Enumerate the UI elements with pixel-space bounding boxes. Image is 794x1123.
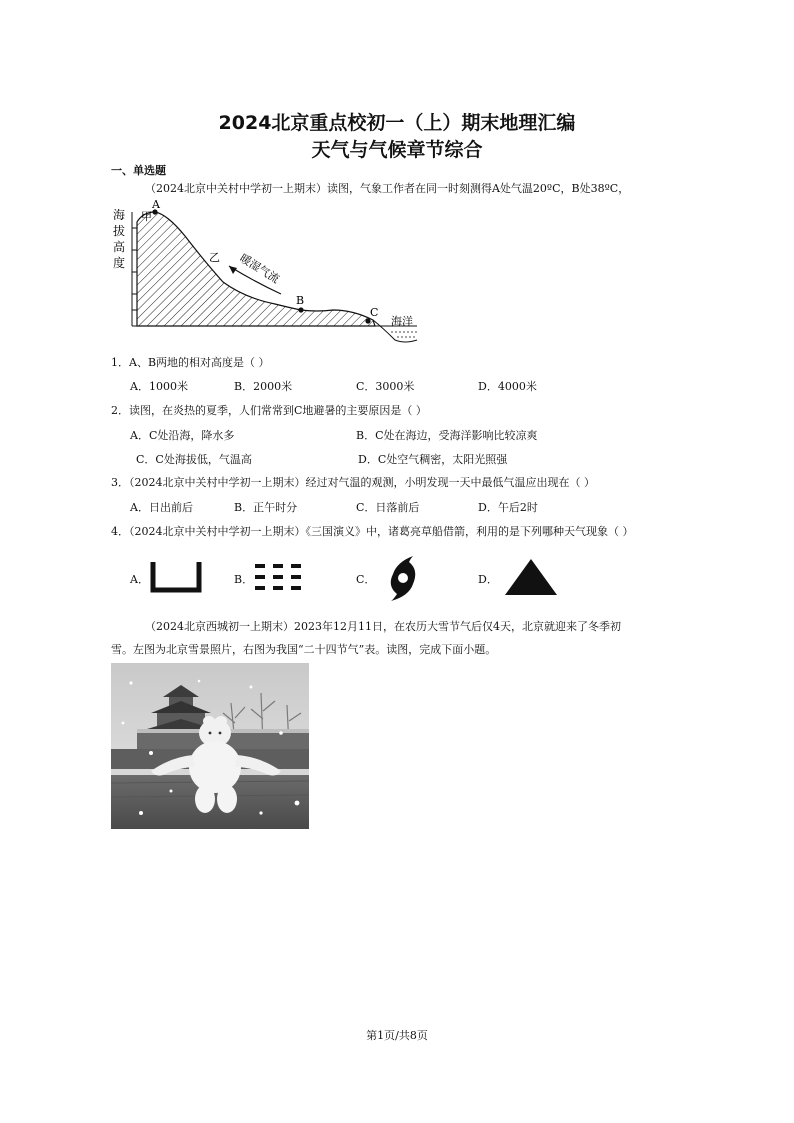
page-subtitle: 天气与气候章节综合 [311, 139, 483, 161]
ylabel-char: 高 [113, 240, 126, 254]
q4-option-b[interactable]: B． [234, 573, 254, 586]
q4-option-a[interactable]: A． [130, 573, 149, 586]
ylabel-char: 海 [113, 208, 126, 222]
q2-option-b[interactable]: B．C处在海边，受海洋影响比较凉爽 [356, 429, 538, 442]
page-title: 2024北京重点校初一（上）期末地理汇编 [218, 112, 576, 134]
q3-option-a[interactable]: A．日出前后 [130, 501, 193, 514]
question-intro-1: （2024北京中关村中学初一上期末）读图，气象工作者在同一时刻测得A处气温20ºC，B处38ºC， [145, 182, 630, 195]
q4-option-d[interactable]: D． [478, 573, 498, 586]
label-c: C [370, 306, 379, 319]
beijing-snow-photo [111, 663, 309, 829]
label-jia: 甲 [141, 210, 152, 223]
ylabel-char: 度 [113, 256, 126, 270]
question-3-stem: 3．（2024北京中关村中学初一上期末）经过对气温的观测，小明发现一天中最低气温应出现在（ ） [111, 476, 595, 489]
question-4-stem: 4．（2024北京中关村中学初一上期末）《三国演义》中，诸葛亮草船借箭，利用的是下列哪种天气现象（ ） [111, 525, 634, 538]
question-1-stem: 1．A、B两地的相对高度是（ ） [111, 356, 270, 369]
q2-option-c[interactable]: C．C处海拔低，气温高 [136, 453, 252, 466]
question-2-stem: 2．读图，在炎热的夏季，人们常常到C地避暑的主要原因是（ ） [111, 404, 427, 417]
question-intro-2-line1: （2024北京西城初一上期末）2023年12月11日，在农历大雪节气后仅4天，北京就迎来了冬季初 [145, 620, 621, 633]
typhoon-symbol-icon[interactable] [383, 554, 423, 602]
q1-option-d[interactable]: D．4000米 [478, 380, 537, 393]
label-b: B [296, 294, 305, 307]
fog-symbol-icon[interactable] [255, 563, 303, 591]
point-b [298, 307, 303, 312]
section-heading: 一、单选题 [111, 164, 166, 177]
label-yi: 乙 [209, 251, 220, 264]
label-a: A [152, 198, 160, 211]
q2-option-d[interactable]: D．C处空气稠密，太阳光照强 [358, 453, 508, 466]
floating-dust-symbol-icon[interactable] [150, 560, 202, 594]
altitude-profile-diagram [105, 198, 425, 348]
q3-option-c[interactable]: C．日落前后 [356, 501, 420, 514]
point-c [365, 318, 370, 323]
page-number: 第1页/共8页 [366, 1029, 428, 1042]
hail-symbol-icon[interactable] [504, 558, 558, 596]
q1-option-a[interactable]: A．1000米 [130, 380, 188, 393]
q2-option-a[interactable]: A．C处沿海，降水多 [130, 429, 235, 442]
q4-option-c[interactable]: C． [356, 573, 376, 586]
label-flow: 暖湿气流 [237, 251, 282, 286]
q1-option-b[interactable]: B．2000米 [234, 380, 293, 393]
q3-option-b[interactable]: B．正午时分 [234, 501, 298, 514]
question-intro-2-line2: 雪。左图为北京雪景照片，右图为我国“二十四节气”表。读图，完成下面小题。 [111, 643, 497, 656]
ylabel-char: 拔 [113, 224, 126, 238]
q1-option-c[interactable]: C．3000米 [356, 380, 415, 393]
q3-option-d[interactable]: D．午后2时 [478, 501, 538, 514]
label-sea: 海洋 [391, 315, 413, 328]
